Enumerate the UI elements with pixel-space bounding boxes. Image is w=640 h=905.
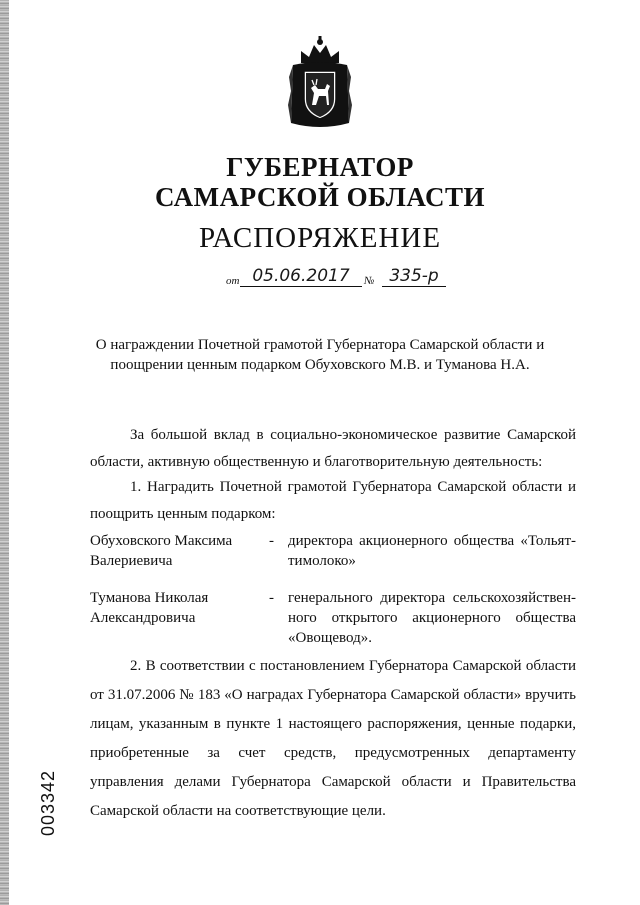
scan-edge-shadow (0, 0, 9, 905)
issuer-title-line-1: ГУБЕРНАТОР (226, 152, 414, 182)
intro-text: За большой вклад в социально-экономическое развитие Самарской области, активную общественную и благотворительную деятельность: (90, 427, 576, 470)
nominee-dash: - (269, 533, 274, 549)
handwritten-number: 335-р (382, 266, 446, 287)
nominee-position: генерального директора сельскохозяйствен-ного открытого акционерного общества «Овощевод». (288, 590, 576, 646)
margin-serial-number: 003342 (38, 769, 58, 836)
item-2-text: 2. В соответствии с постановлением Губернатора Самарской области от 31.07.2006 № 183 «О наградах Губернатора Самарской области» вручить лицам, указанным в пункте 1 настоящего распоряжения, ценные подарки, приобретенные за счет средств, предусмотренных департаменту управления делами Губернатора Самарской области и Правительства Самарской области на соответствующие цели. (90, 658, 576, 819)
registration-line (226, 266, 446, 290)
item-2-paragraph (90, 652, 576, 826)
document-subject: О награждении Почетной грамотой Губернатора Самарской области и поощрении ценным подарком Обуховского М.В. и Туманова Н.А. (95, 337, 545, 373)
nominee-dash: - (269, 590, 274, 606)
item-1-text: 1. Наградить Почетной грамотой Губернатора Самарской области и поощрить ценным подарком: (90, 479, 576, 522)
item-1-paragraph (90, 474, 576, 528)
document-type-title: РАСПОРЯЖЕНИЕ (198, 222, 442, 254)
number-prefix: № (364, 275, 375, 287)
issuer-title-line-2: САМАРСКОЙ ОБЛАСТИ (154, 182, 486, 212)
date-prefix: от (226, 275, 240, 287)
coat-of-arms-emblem (287, 33, 353, 133)
intro-paragraph (90, 422, 576, 476)
nominee-name: Обуховского Максима Валериевича (90, 533, 233, 569)
nominee-name: Туманова Николая Александровича (90, 590, 209, 626)
handwritten-date: 05.06.2017 (240, 266, 362, 287)
nominee-position: директора акционерного общества «Тольят-тимолоко» (288, 533, 576, 569)
